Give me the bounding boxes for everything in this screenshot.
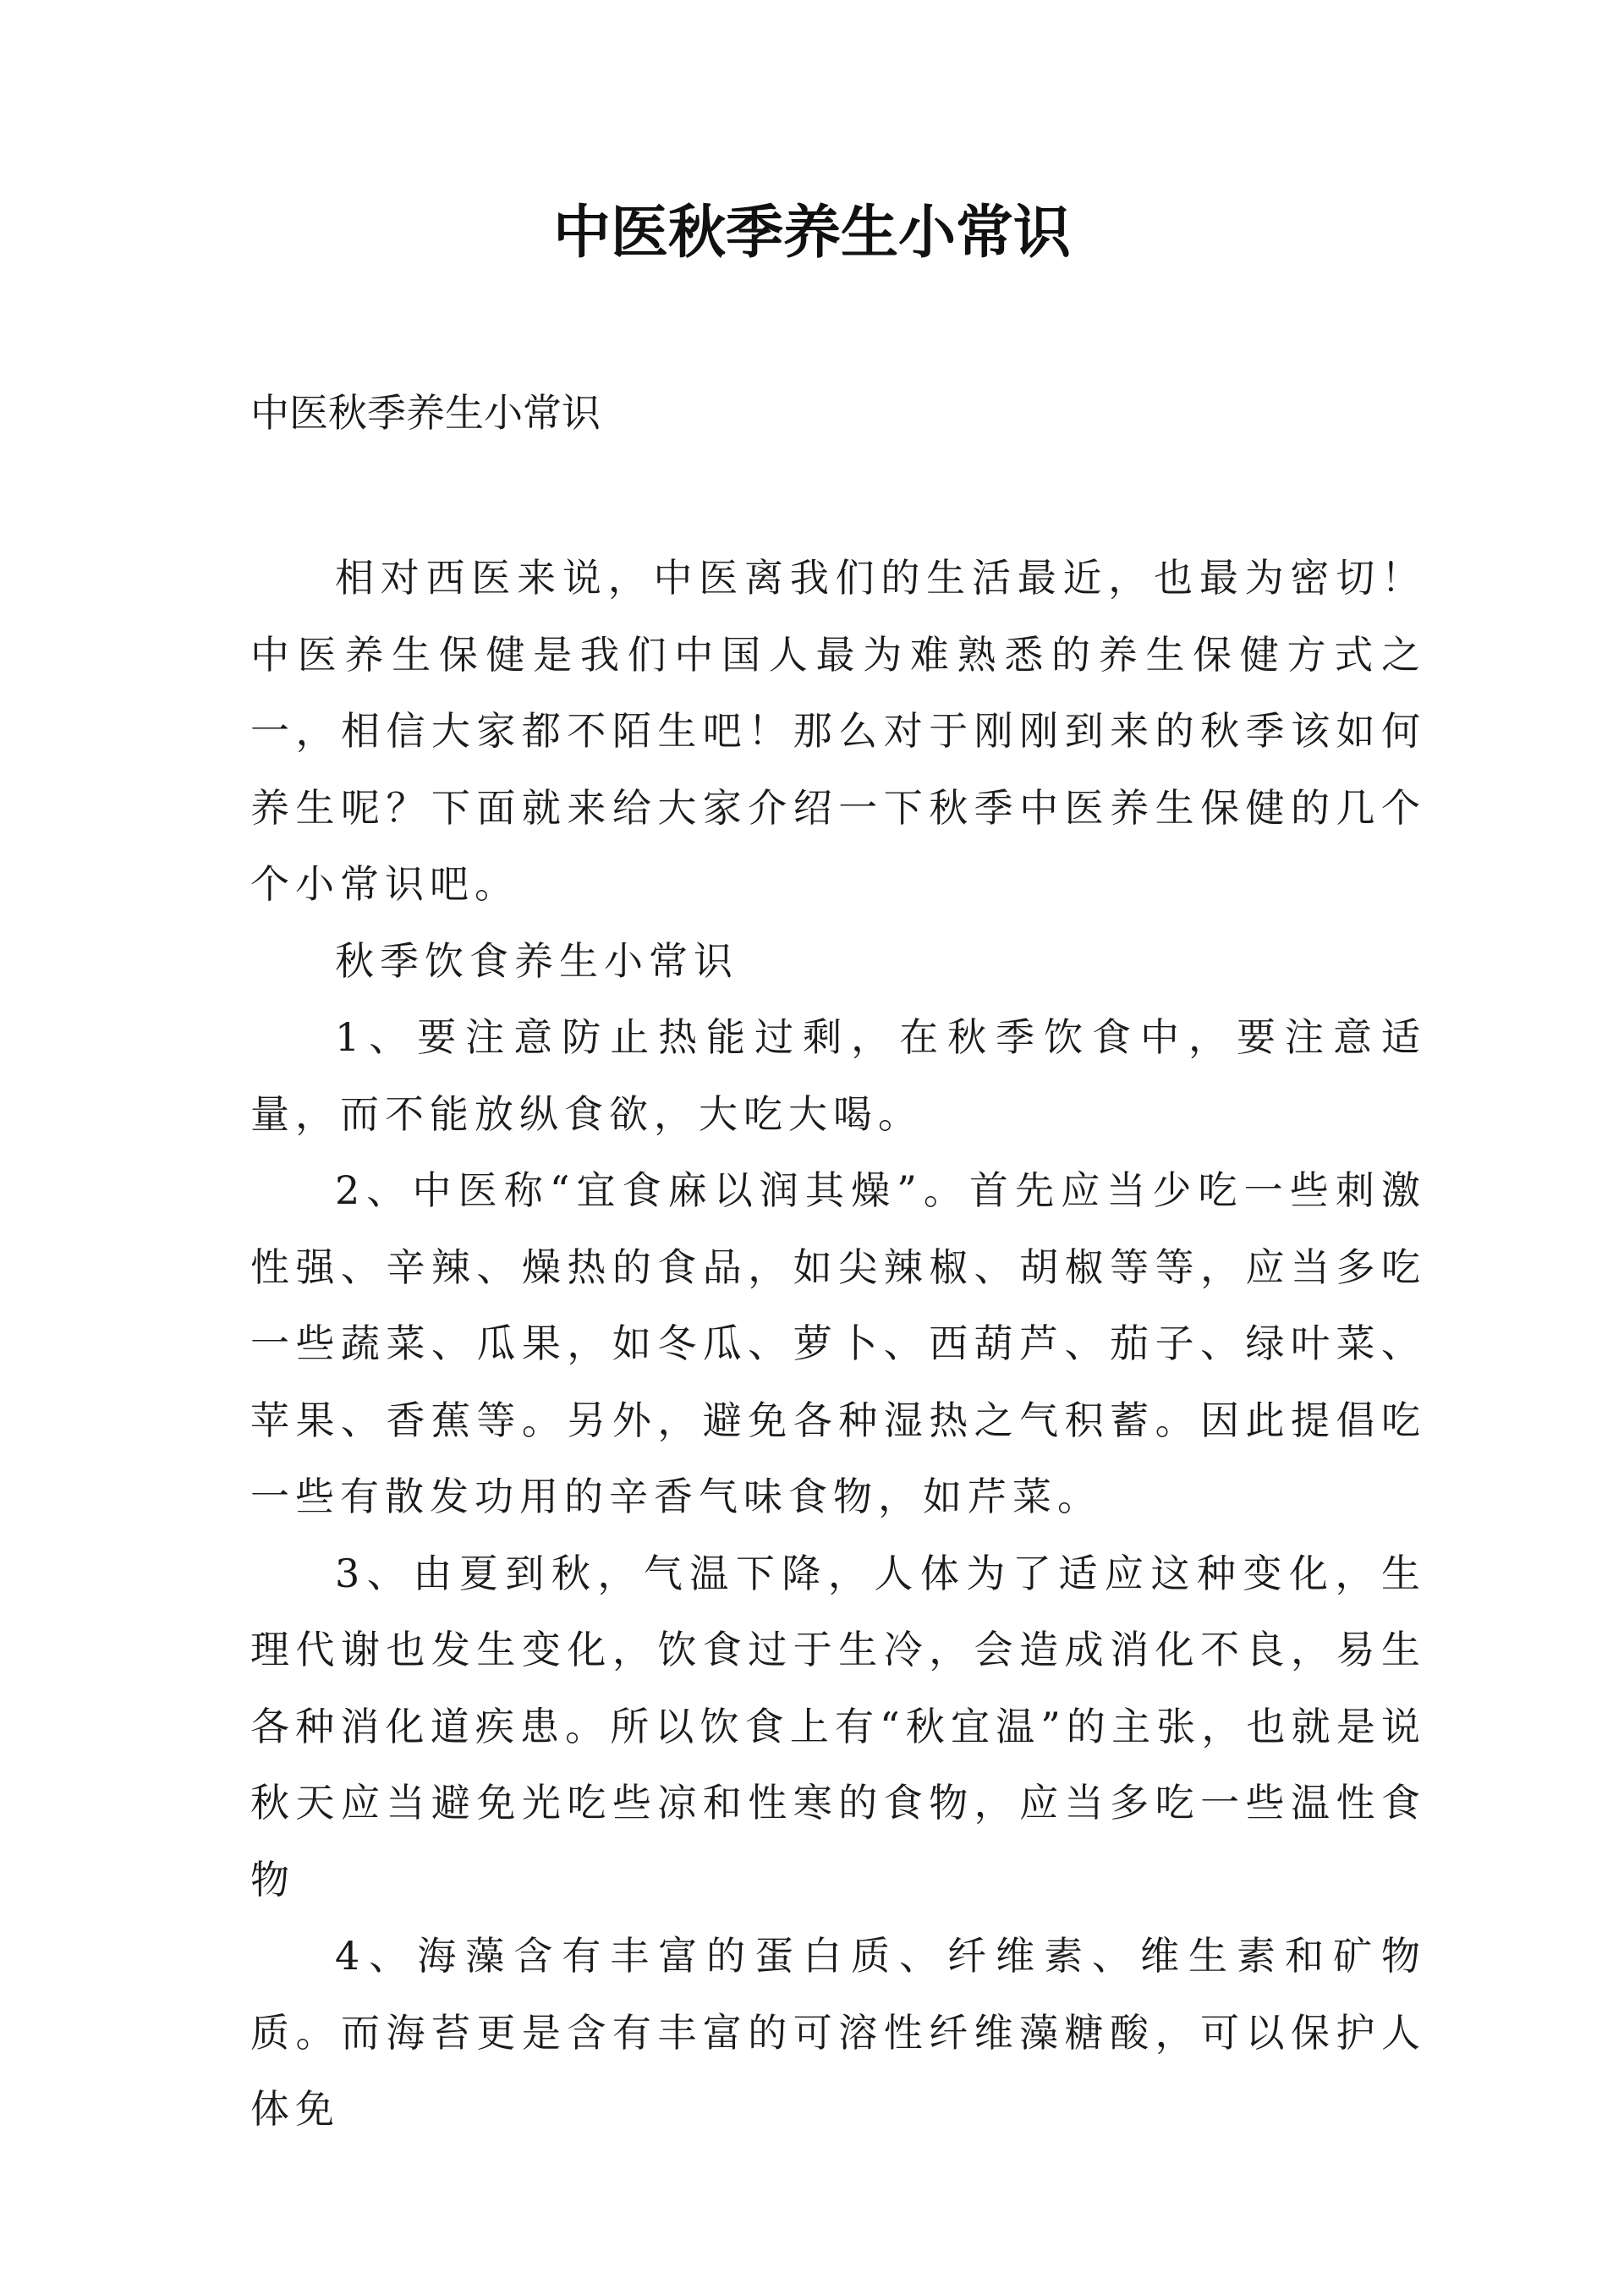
paragraph-spacer bbox=[250, 455, 1426, 540]
document-subtitle: 中医秋季养生小常识 bbox=[250, 390, 601, 436]
document-title: 中医秋季养生小常识 bbox=[552, 200, 1071, 266]
tip-paragraph-4: 4、海藻含有丰富的蛋白质、纤维素、维生素和矿物质。而海苔更是含有丰富的可溶性纤维藻糖酸，可以保护人体免 bbox=[250, 1933, 1426, 2132]
tip-paragraph-3: 3、由夏到秋，气温下降，人体为了适应这种变化，生理代谢也发生变化，饮食过于生冷，会造成消化不良，易生各种消化道疾患。所以饮食上有“秋宜温”的主张，也就是说秋天应当避免光吃些凉和性寒的食物，应当多吃一些温性食物 bbox=[250, 1550, 1426, 1902]
section-heading-diet: 秋季饮食养生小常识 bbox=[335, 937, 738, 984]
intro-paragraph: 相对西医来说，中医离我们的生活最近，也最为密切！中医养生保健是我们中国人最为难熟悉的养生保健方式之一，相信大家都不陌生吧！那么对于刚刚到来的秋季该如何养生呢？下面就来给大家介绍一下秋季中医养生保健的几个个小常识吧。 bbox=[250, 555, 1426, 907]
document-body bbox=[250, 371, 1426, 2148]
tip-paragraph-1: 1、要注意防止热能过剩，在秋季饮食中，要注意适量，而不能放纵食欲，大吃大喝。 bbox=[250, 1014, 1426, 1137]
tip-paragraph-2: 2、中医称“宜食麻以润其燥”。首先应当少吃一些刺激性强、辛辣、燥热的食品，如尖辣椒、胡椒等等，应当多吃一些蔬菜、瓜果，如冬瓜、萝卜、西葫芦、茄子、绿叶菜、苹果、香蕉等。另外，避免各种湿热之气积蓄。因此提倡吃一些有散发功用的辛香气味食物，如芹菜。 bbox=[250, 1167, 1426, 1519]
